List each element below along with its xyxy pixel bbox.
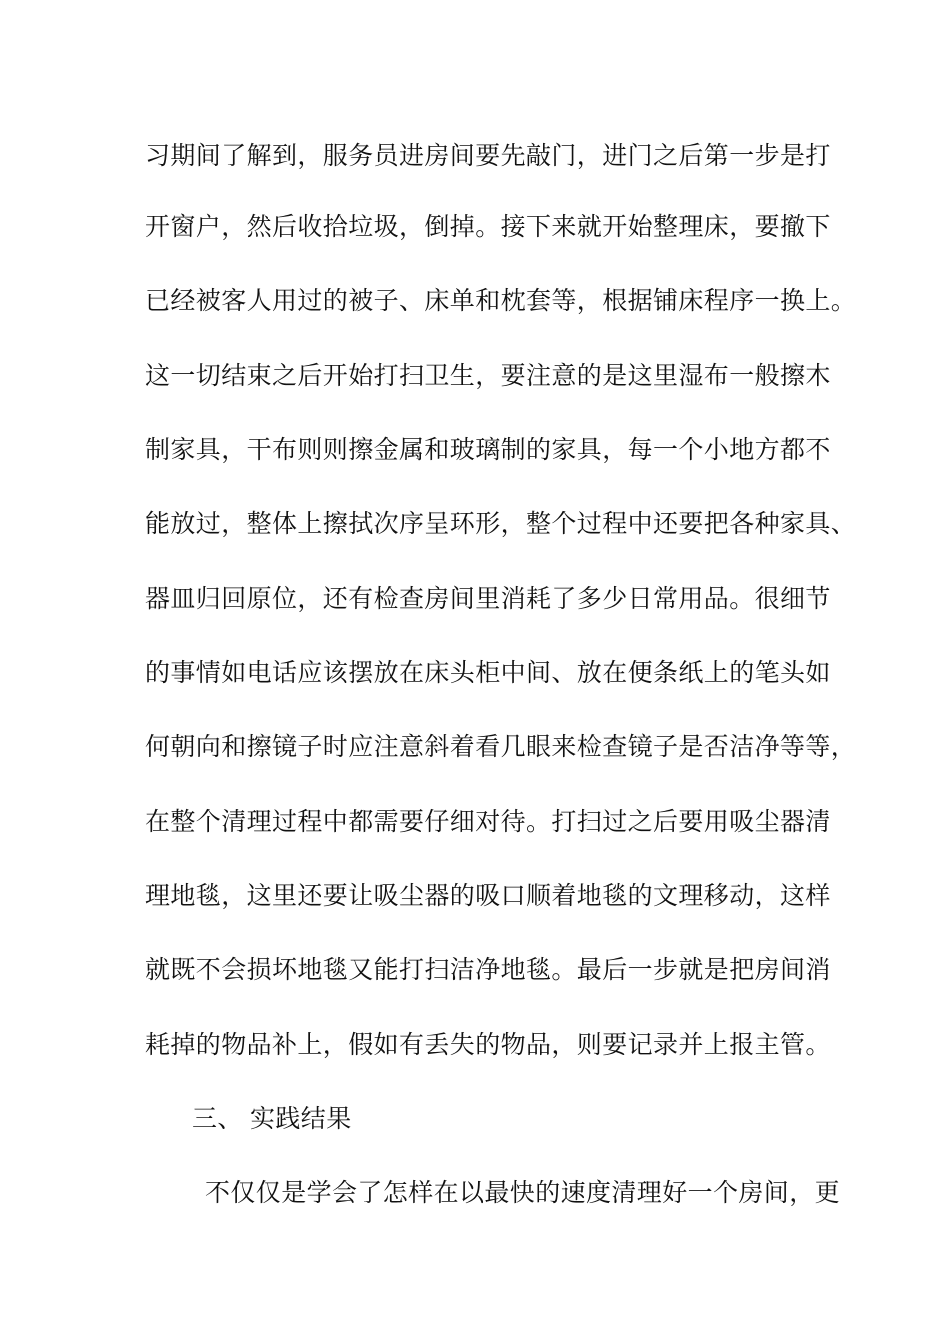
text-line: 制家具，干布则则擦金属和玻璃制的家具，每一个小地方都不 (145, 435, 831, 464)
text-line: 耗掉的物品补上，假如有丢失的物品，则要记录并上报主管。 (145, 1030, 831, 1059)
section-heading-title: 实践结果 (250, 1104, 352, 1133)
text-line: 这一切结束之后开始打扫卫生，要注意的是这里湿布一般擦木 (145, 361, 831, 390)
text-line: 不仅仅是学会了怎样在以最快的速度清理好一个房间，更 (205, 1178, 841, 1207)
text-line: 就既不会损坏地毯又能打扫洁净地毯。最后一步就是把房间消 (145, 955, 831, 984)
text-line: 开窗户，然后收拾垃圾，倒掉。接下来就开始整理床，要撤下 (145, 212, 831, 241)
text-line: 在整个清理过程中都需要仔细对待。打扫过之后要用吸尘器清 (145, 807, 831, 836)
text-line: 的事情如电话应该摆放在床头柜中间、放在便条纸上的笔头如 (145, 658, 831, 687)
text-line: 器皿归回原位，还有检查房间里消耗了多少日常用品。很细节 (145, 584, 831, 613)
text-line: 何朝向和擦镜子时应注意斜着看几眼来检查镜子是否洁净等等， (145, 732, 857, 761)
section-heading-number: 三、 (192, 1104, 243, 1133)
text-line: 习期间了解到，服务员进房间要先敲门，进门之后第一步是打 (145, 141, 831, 170)
text-line: 理地毯，这里还要让吸尘器的吸口顺着地毯的文理移动，这样 (145, 881, 831, 910)
text-line: 能放过，整体上擦拭次序呈环形，整个过程中还要把各种家具、 (145, 509, 857, 538)
section-heading (192, 1103, 872, 1135)
text-line: 已经被客人用过的被子、床单和枕套等，根据铺床程序一换上。 (145, 286, 857, 315)
